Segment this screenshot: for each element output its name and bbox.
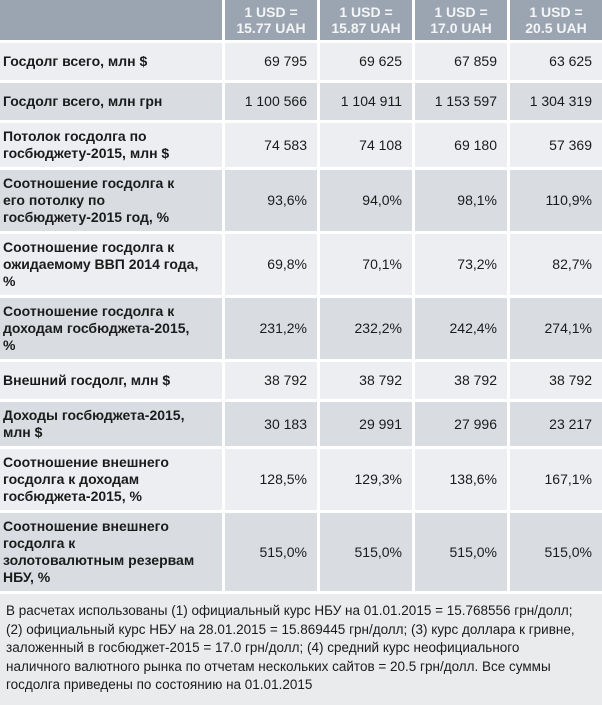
column-header-usd-20-5 — [510, 0, 602, 40]
value-cell: 38 792 — [225, 362, 317, 399]
value-cell: 69 795 — [225, 43, 317, 80]
value-cell: 74 583 — [225, 123, 317, 167]
row-label: Внешний госдолг, млн $ — [0, 362, 222, 399]
value-cell: 93,6% — [225, 170, 317, 231]
value-cell: 110,9% — [510, 170, 602, 231]
value-cell: 82,7% — [510, 234, 602, 295]
column-header-line2: 15.77 UAH — [236, 20, 306, 36]
value-cell: 74 108 — [320, 123, 412, 167]
value-cell: 1 304 319 — [510, 83, 602, 120]
value-cell: 129,3% — [320, 449, 412, 510]
value-cell: 242,4% — [415, 298, 507, 359]
column-header-line2: 20.5 UAH — [525, 20, 587, 36]
value-cell: 27 996 — [415, 402, 507, 446]
row-label: Соотношение госдолга к его потолку по госбюджету-2015 год, % — [0, 170, 222, 231]
value-cell: 138,6% — [415, 449, 507, 510]
value-cell: 515,0% — [510, 513, 602, 591]
column-header-line1: 1 USD = — [434, 4, 488, 20]
value-cell: 57 369 — [510, 123, 602, 167]
column-header-usd-17-0 — [415, 0, 507, 40]
column-header-line1: 1 USD = — [529, 4, 583, 20]
value-cell: 29 991 — [320, 402, 412, 446]
row-label: Соотношение госдолга к доходам госбюджета-2015, % — [0, 298, 222, 359]
row-label: Соотношение внешнего госдолга к доходам госбюджета-2015, % — [0, 449, 222, 510]
column-header-line2: 17.0 UAH — [430, 20, 492, 36]
value-cell: 69 625 — [320, 43, 412, 80]
value-cell: 515,0% — [320, 513, 412, 591]
value-cell: 515,0% — [415, 513, 507, 591]
value-cell: 38 792 — [320, 362, 412, 399]
value-cell: 70,1% — [320, 234, 412, 295]
value-cell: 98,1% — [415, 170, 507, 231]
value-cell: 515,0% — [225, 513, 317, 591]
value-cell: 63 625 — [510, 43, 602, 80]
column-header-line2: 15.87 UAH — [331, 20, 401, 36]
value-cell: 23 217 — [510, 402, 602, 446]
value-cell: 1 104 911 — [320, 83, 412, 120]
value-cell: 231,2% — [225, 298, 317, 359]
value-cell: 128,5% — [225, 449, 317, 510]
table-corner-cell — [0, 0, 222, 40]
value-cell: 38 792 — [415, 362, 507, 399]
column-header-usd-15-87 — [320, 0, 412, 40]
row-label: Соотношение госдолга к ожидаемому ВВП 2014 года, % — [0, 234, 222, 295]
value-cell: 69,8% — [225, 234, 317, 295]
value-cell: 38 792 — [510, 362, 602, 399]
value-cell: 67 859 — [415, 43, 507, 80]
value-cell: 69 180 — [415, 123, 507, 167]
value-cell: 30 183 — [225, 402, 317, 446]
row-label: Госдолг всего, млн грн — [0, 83, 222, 120]
value-cell: 274,1% — [510, 298, 602, 359]
row-label: Потолок госдолга по госбюджету-2015, млн $ — [0, 123, 222, 167]
column-header-line1: 1 USD = — [244, 4, 298, 20]
value-cell: 232,2% — [320, 298, 412, 359]
column-header-line1: 1 USD = — [339, 4, 393, 20]
row-label: Соотношение внешнего госдолга к золотовалютным резервам НБУ, % — [0, 513, 222, 591]
value-cell: 1 153 597 — [415, 83, 507, 120]
value-cell: 167,1% — [510, 449, 602, 510]
value-cell: 1 100 566 — [225, 83, 317, 120]
column-header-usd-15-77 — [225, 0, 317, 40]
value-cell: 73,2% — [415, 234, 507, 295]
row-label: Доходы госбюджета-2015, млн $ — [0, 402, 222, 446]
row-label: Госдолг всего, млн $ — [0, 43, 222, 80]
value-cell: 94,0% — [320, 170, 412, 231]
calculation-footnote: В расчетах использованы (1) официальный курс НБУ на 01.01.2015 = 15.768556 грн/долл; (2) официальный курс НБУ на 28.01.2015 = 15.869445 грн/долл; (3) курс доллара к гривне, заложенный в госбюджет-2015 = 17.0 грн/долл; (4) средний курс неофициального наличного валютного рынка по отчетам нескольких сайтов = 20.5 грн/долл. Все суммы госдолга приведены по состоянию на 01.01.2015 — [0, 594, 602, 705]
